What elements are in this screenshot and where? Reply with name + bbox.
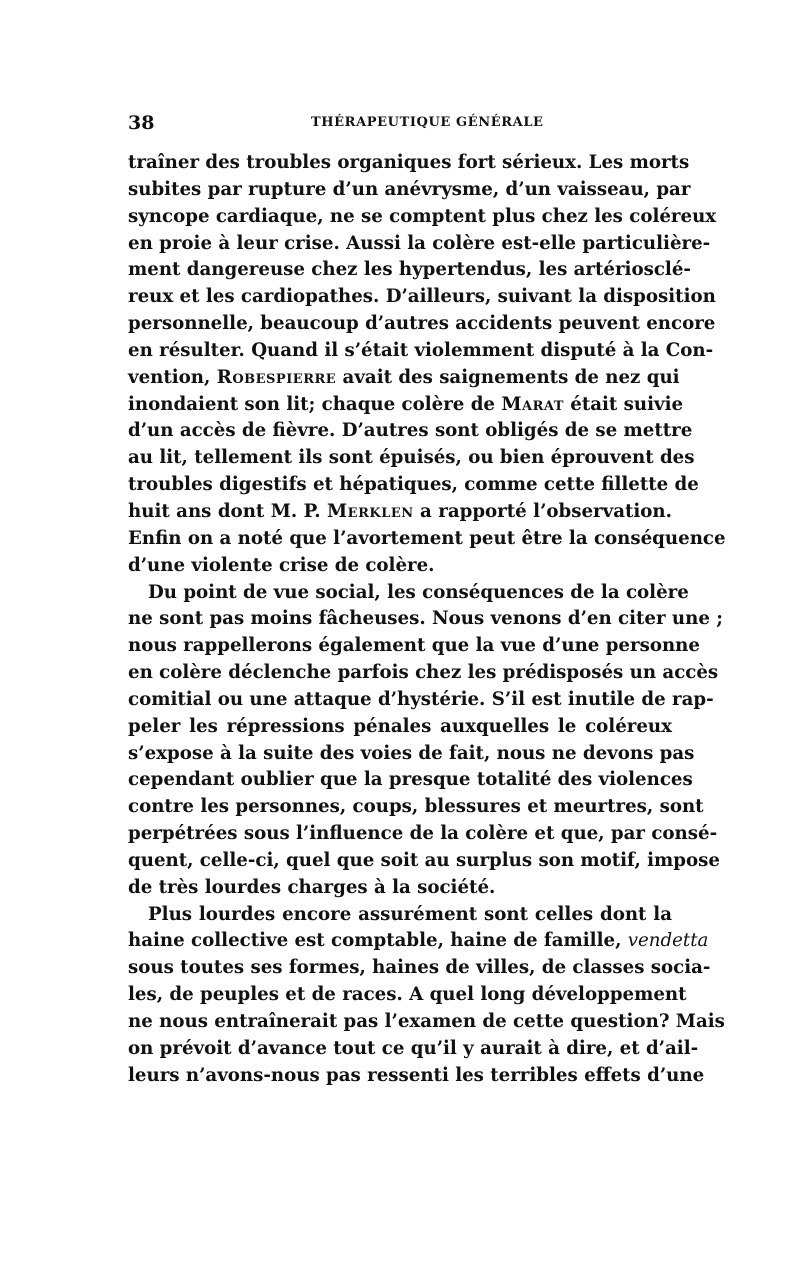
page-number: 38 bbox=[128, 112, 155, 134]
line-text: cependant oublier que la presque totalité des violences bbox=[128, 769, 693, 791]
text-line bbox=[128, 1009, 725, 1036]
line-text: inondaient son lit; chaque colère de bbox=[128, 393, 502, 415]
italic-term: vendetta bbox=[627, 930, 709, 952]
line-text: en proie à leur crise. Aussi la colère est-elle particulière- bbox=[128, 232, 711, 254]
line-text: a rapporté l’observation. bbox=[413, 500, 672, 522]
line-text: s’expose à la suite des voies de fait, nous ne devons pas bbox=[128, 742, 695, 764]
text-line bbox=[128, 311, 716, 338]
line-text: ne sont pas moins fâcheuses. Nous venons d’en citer une ; bbox=[128, 608, 723, 630]
line-text: en résulter. Quand il s’était violemment disputé à la Con- bbox=[128, 339, 714, 361]
line-text: quent, celle-ci, quel que soit au surplus son motif, impose bbox=[128, 849, 720, 871]
text-line bbox=[128, 848, 720, 875]
text-line bbox=[128, 875, 672, 902]
running-title: THÉRAPEUTIQUE GÉNÉRALE bbox=[311, 115, 544, 130]
line-text: on prévoit d’avance tout ce qu’il y aurait à dire, et d’ail- bbox=[128, 1037, 699, 1059]
text-line bbox=[128, 687, 714, 714]
line-text: était suivie bbox=[563, 393, 684, 415]
text-line bbox=[128, 928, 709, 955]
line-text: Enfin on a noté que l’avortement peut être la conséquence bbox=[128, 527, 726, 549]
text-line bbox=[128, 472, 699, 499]
text-line bbox=[128, 821, 718, 848]
body-text bbox=[128, 150, 726, 1090]
line-text: reux et les cardiopathes. D’ailleurs, suivant la disposition bbox=[128, 286, 716, 308]
text-line bbox=[128, 633, 700, 660]
line-text: en colère déclenche parfois chez les prédisposés un accès bbox=[128, 662, 719, 684]
line-text: perpétrées sous l’influence de la colère et que, par consé- bbox=[128, 823, 718, 845]
text-line bbox=[128, 794, 704, 821]
line-text: syncope cardiaque, ne se comptent plus chez les coléreux bbox=[128, 205, 717, 227]
line-text: contre les personnes, coups, blessures et meurtres, sont bbox=[128, 796, 704, 818]
text-line bbox=[128, 204, 717, 231]
text-line bbox=[128, 714, 672, 741]
line-text: d’un accès de fièvre. D’autres sont obligés de se mettre bbox=[128, 420, 693, 442]
text-line bbox=[128, 338, 714, 365]
text-line bbox=[128, 526, 726, 553]
line-text: d’une violente crise de colère. bbox=[128, 554, 435, 576]
text-line bbox=[128, 767, 693, 794]
line-text: troubles digestifs et hépatiques, comme cette fillette de bbox=[128, 474, 699, 496]
person-name: Robespierre bbox=[216, 366, 337, 388]
line-text: ment dangereuse chez les hypertendus, les artériosclé- bbox=[128, 259, 691, 281]
text-line bbox=[128, 1063, 705, 1090]
text-line bbox=[128, 902, 672, 929]
line-text: les, de peuples et de races. A quel long développement bbox=[128, 984, 687, 1006]
text-line bbox=[128, 284, 716, 311]
line-text: leurs n’avons-nous pas ressenti les terribles effets d’une bbox=[128, 1064, 705, 1086]
line-text: Du point de vue social, les conséquences de la colère bbox=[148, 581, 689, 603]
text-line bbox=[128, 606, 723, 633]
line-text: sous toutes ses formes, haines de villes, de classes socia- bbox=[128, 957, 711, 979]
line-text: au lit, tellement ils sont épuisés, ou bien éprouvent des bbox=[128, 447, 695, 469]
page-header bbox=[128, 112, 672, 142]
text-line bbox=[128, 392, 684, 419]
text-line bbox=[128, 150, 690, 177]
line-text: huit ans dont M. P. bbox=[128, 500, 328, 522]
text-line bbox=[128, 365, 680, 392]
line-text: personnelle, beaucoup d’autres accidents peuvent encore bbox=[128, 313, 716, 335]
text-line bbox=[128, 1036, 699, 1063]
text-line bbox=[128, 231, 711, 258]
line-text: avait des saignements de nez qui bbox=[336, 366, 680, 388]
text-line bbox=[128, 553, 672, 580]
line-text: traîner des troubles organiques fort sérieux. Les morts bbox=[128, 152, 690, 173]
person-name: Merklen bbox=[327, 500, 414, 522]
line-text: peler les répressions pénales auxquelles le coléreux bbox=[128, 715, 672, 737]
person-name: Marat bbox=[501, 393, 564, 415]
line-text: Plus lourdes encore assurément sont celles dont la bbox=[148, 903, 672, 925]
text-line bbox=[128, 499, 672, 526]
text-line bbox=[128, 445, 695, 472]
line-text: nous rappellerons également que la vue d’une personne bbox=[128, 635, 700, 657]
text-line bbox=[128, 580, 689, 607]
line-text: vention, bbox=[128, 366, 217, 388]
line-text: subites par rupture d’un anévrysme, d’un vaisseau, par bbox=[128, 178, 691, 200]
line-text: de très lourdes charges à la société. bbox=[128, 876, 496, 898]
text-line bbox=[128, 982, 687, 1009]
text-line bbox=[128, 418, 693, 445]
text-line bbox=[128, 177, 691, 204]
line-text: comitial ou une attaque d’hystérie. S’il est inutile de rap- bbox=[128, 688, 714, 710]
text-line bbox=[128, 660, 719, 687]
line-text: ne nous entraînerait pas l’examen de cette question? Mais bbox=[128, 1011, 725, 1032]
text-line bbox=[128, 257, 691, 284]
text-line bbox=[128, 741, 695, 768]
line-text: haine collective est comptable, haine de famille, bbox=[128, 930, 628, 952]
text-line bbox=[128, 955, 711, 982]
